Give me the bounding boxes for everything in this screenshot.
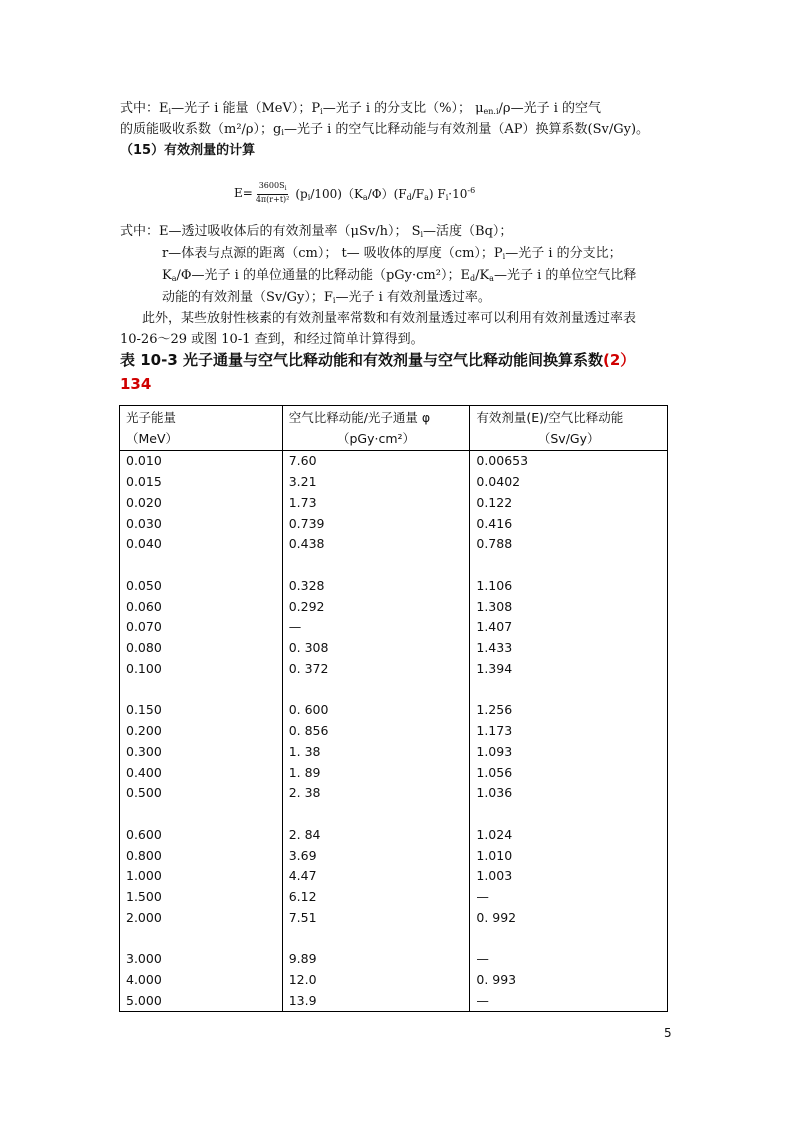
header-air-kerma-per-fluence: 空气比释动能/光子通量 φ [282,406,470,430]
cell-effective-dose-per-kerma: 1.256 [470,700,668,721]
table-row [120,866,668,887]
table-row [120,804,668,825]
text-run: —光子 i 能量（MeV）；P [171,101,321,116]
cell-photon-energy: 0.060 [120,596,283,617]
cell-effective-dose-per-kerma: 0.122 [470,493,668,514]
cell-air-kerma-per-fluence [282,804,470,825]
cell-photon-energy: 0.040 [120,534,283,555]
text-run: a [171,274,177,283]
cell-photon-energy: 0.150 [120,700,283,721]
text-run: 式中：E [120,101,169,116]
cell-air-kerma-per-fluence: 7.60 [282,451,470,472]
cell-effective-dose-per-kerma: 0.416 [470,513,668,534]
text-run: —光子 i 的空气比释动能与有效剂量（AP）换算系数(Sv/Gy)。 [283,122,650,137]
cell-air-kerma-per-fluence: 6.12 [282,887,470,908]
table-header-row [120,406,668,430]
cell-air-kerma-per-fluence: 0. 856 [282,721,470,742]
cell-air-kerma-per-fluence: 13.9 [282,991,470,1012]
cell-effective-dose-per-kerma: 1.036 [470,783,668,804]
cell-photon-energy: 0.500 [120,783,283,804]
text-run: /ρ—光子 i 的空气 [498,101,601,116]
cell-air-kerma-per-fluence [282,928,470,949]
table-row [120,887,668,908]
cell-effective-dose-per-kerma: 1.056 [470,762,668,783]
table-row [120,742,668,763]
cell-effective-dose-per-kerma: 0.0402 [470,472,668,493]
cell-photon-energy [120,679,283,700]
text-run: i [502,252,506,261]
text-run: /Φ—光子 i 的单位通量的比释动能（pGy·cm²）；E [176,268,470,283]
note-line-2: 10-26～29 或图 10-1 查到，和经过简单计算得到。 [120,332,424,347]
table-caption-reference: (2） [602,351,636,369]
table-row [120,679,668,700]
table-row [120,617,668,638]
table-row [120,638,668,659]
text-run: —光子 i 的分支比； [505,246,622,261]
text-run: a [489,274,494,283]
header-effective-dose-per-kerma: 有效剂量(E)/空气比释动能 [470,406,668,430]
cell-photon-energy: 4.000 [120,970,283,991]
table-row [120,534,668,555]
cell-photon-energy: 0.015 [120,472,283,493]
cell-photon-energy [120,804,283,825]
cell-effective-dose-per-kerma: 1.407 [470,617,668,638]
cell-effective-dose-per-kerma: 1.308 [470,596,668,617]
header-unit-svgy: （Sv/Gy） [470,429,668,451]
cell-effective-dose-per-kerma [470,555,668,576]
cell-air-kerma-per-fluence: 0. 600 [282,700,470,721]
header-unit-mev: （MeV） [120,429,283,451]
text-run: d [469,274,476,283]
text-run: K [162,268,172,283]
cell-air-kerma-per-fluence: 0.438 [282,534,470,555]
cell-effective-dose-per-kerma: — [470,991,668,1012]
text-run: i [281,128,284,137]
formula-rest: $(p_i/100)(K_a/\Phi)(F_d/F_a)$ $F_i\cdot 10^{-6}$ [295,185,476,202]
cell-effective-dose-per-kerma: 1.173 [470,721,668,742]
cell-photon-energy: 0.050 [120,576,283,597]
cell-effective-dose-per-kerma: 0. 992 [470,908,668,929]
cell-air-kerma-per-fluence: 4.47 [282,866,470,887]
cell-photon-energy: 0.100 [120,659,283,680]
cell-air-kerma-per-fluence [282,555,470,576]
table-row [120,451,668,472]
text-run: 的质能吸收系数（m²/ρ）；g [120,122,282,137]
formula-fraction [254,181,292,205]
section-heading: （15）有效剂量的计算 [120,143,256,158]
cell-photon-energy [120,555,283,576]
cell-effective-dose-per-kerma: 0.00653 [470,451,668,472]
table-row [120,762,668,783]
table-row [120,472,668,493]
cell-effective-dose-per-kerma: 1.010 [470,845,668,866]
text-run: en.i [483,107,499,116]
table-caption-title: 表 10-3 光子通量与空气比释动能和有效剂量与空气比释动能间换算系数 [120,351,603,369]
cell-air-kerma-per-fluence: 0.292 [282,596,470,617]
cell-effective-dose-per-kerma: 0.788 [470,534,668,555]
table-row [120,721,668,742]
cell-photon-energy: 1.000 [120,866,283,887]
cell-photon-energy: 0.010 [120,451,283,472]
cell-effective-dose-per-kerma [470,804,668,825]
cell-photon-energy: 2.000 [120,908,283,929]
cell-air-kerma-per-fluence: 7.51 [282,908,470,929]
cell-air-kerma-per-fluence: 9.89 [282,949,470,970]
text-run: 式中：E—透过吸收体后的有效剂量率（μSv/h）； S [120,224,421,239]
cell-effective-dose-per-kerma: 1.003 [470,866,668,887]
cell-air-kerma-per-fluence: 3.21 [282,472,470,493]
text-run: i [320,107,323,116]
table-row [120,659,668,680]
cell-photon-energy: 0.300 [120,742,283,763]
cell-air-kerma-per-fluence: 12.0 [282,970,470,991]
page-number: 5 [664,1026,672,1040]
table-row [120,700,668,721]
cell-photon-energy: 0.400 [120,762,283,783]
table-row [120,949,668,970]
cell-air-kerma-per-fluence: 0. 372 [282,659,470,680]
definitions-line-1 [120,221,680,245]
table-row [120,970,668,991]
text-run: i [332,296,336,305]
table-row [120,596,668,617]
cell-photon-energy: 5.000 [120,991,283,1012]
table-row [120,845,668,866]
formula-numerator: $3600S_i$ [257,181,289,195]
note-line-1: 此外，某些放射性核素的有效剂量率常数和有效剂量透过率可以利用有效剂量透过率表 [142,311,637,326]
cell-air-kerma-per-fluence: 0.328 [282,576,470,597]
table-row [120,825,668,846]
cell-air-kerma-per-fluence: 3.69 [282,845,470,866]
table-row [120,513,668,534]
cell-air-kerma-per-fluence: 1. 38 [282,742,470,763]
cell-photon-energy: 0.030 [120,513,283,534]
table-header-units-row [120,429,668,451]
cell-photon-energy: 0.200 [120,721,283,742]
cell-air-kerma-per-fluence: 1. 89 [282,762,470,783]
cell-effective-dose-per-kerma: 1.024 [470,825,668,846]
cell-effective-dose-per-kerma: — [470,887,668,908]
cell-air-kerma-per-fluence: 2. 38 [282,783,470,804]
cell-air-kerma-per-fluence: — [282,617,470,638]
cell-air-kerma-per-fluence: 0. 308 [282,638,470,659]
header-unit-pgy: （pGy·cm²） [282,429,470,451]
table-body [120,451,668,1012]
table-row [120,908,668,929]
text-run: —光子 i 的单位空气比释 [493,268,637,283]
effective-dose-formula [234,178,475,208]
conversion-coefficient-table [119,405,668,1012]
cell-effective-dose-per-kerma: 1.106 [470,576,668,597]
cell-photon-energy: 0.600 [120,825,283,846]
text-run: —光子 i 有效剂量透过率。 [335,290,491,305]
table-row [120,555,668,576]
cell-effective-dose-per-kerma: 0. 993 [470,970,668,991]
text-run: r—体表与点源的距离（cm）； t— 吸收体的厚度（cm）；P [162,246,503,261]
cell-effective-dose-per-kerma [470,679,668,700]
text-run: /K [475,268,490,283]
table-caption [120,348,635,396]
table-row [120,493,668,514]
cell-effective-dose-per-kerma [470,928,668,949]
table-row [120,783,668,804]
cell-air-kerma-per-fluence [282,679,470,700]
table-row [120,928,668,949]
cell-photon-energy [120,928,283,949]
cell-effective-dose-per-kerma: 1.433 [470,638,668,659]
table-caption-page: 134 [120,375,152,393]
cell-photon-energy: 0.800 [120,845,283,866]
definitions-line-3 [162,265,722,289]
text-run: 动能的有效剂量（Sv/Gy）；F [162,290,333,305]
cell-photon-energy: 0.080 [120,638,283,659]
text-run: —活度（Bq）； [423,224,513,239]
cell-photon-energy: 1.500 [120,887,283,908]
text-run: i [168,107,172,116]
cell-photon-energy: 0.020 [120,493,283,514]
cell-air-kerma-per-fluence: 1.73 [282,493,470,514]
cell-photon-energy: 0.070 [120,617,283,638]
cell-effective-dose-per-kerma: — [470,949,668,970]
cell-air-kerma-per-fluence: 2. 84 [282,825,470,846]
cell-air-kerma-per-fluence: 0.739 [282,513,470,534]
text-run: i [420,230,424,239]
table-row [120,576,668,597]
formula-lhs: E= [234,186,253,200]
cell-effective-dose-per-kerma: 1.093 [470,742,668,763]
table-row [120,991,668,1012]
cell-photon-energy: 3.000 [120,949,283,970]
header-photon-energy: 光子能量 [120,406,283,430]
text-run: —光子 i 的分支比（%）； μ [322,101,484,116]
formula-denominator: 4π(r+t)² [255,195,290,204]
definitions-line-2 [162,243,722,267]
cell-effective-dose-per-kerma: 1.394 [470,659,668,680]
